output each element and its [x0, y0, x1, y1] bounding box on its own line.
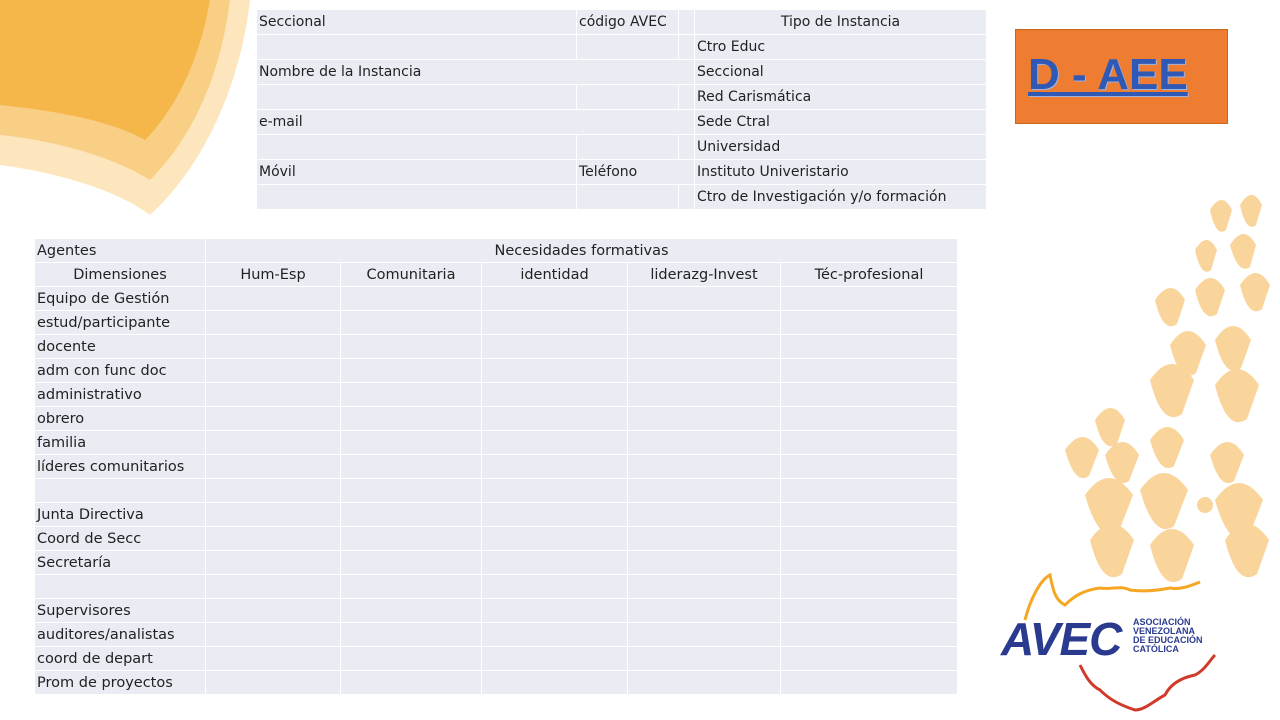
column-header: identidad [482, 263, 628, 287]
table-row [35, 527, 958, 551]
info-cell: Ctro de Investigación y/o formación [695, 185, 987, 210]
decorative-shapes [1065, 195, 1270, 582]
input-cell[interactable] [781, 503, 958, 527]
input-cell[interactable] [341, 551, 482, 575]
tagline-line: CATÓLICA [1133, 644, 1179, 654]
input-cell[interactable] [206, 503, 341, 527]
table-row [35, 311, 958, 335]
input-cell[interactable] [628, 575, 781, 599]
input-cell[interactable] [341, 455, 482, 479]
input-cell[interactable] [206, 311, 341, 335]
info-cell: Nombre de la Instancia [257, 60, 695, 85]
input-cell[interactable] [781, 287, 958, 311]
info-cell: Móvil [257, 160, 577, 185]
tagline-line: DE EDUCACIÓN [1133, 635, 1203, 645]
input-cell[interactable] [781, 359, 958, 383]
info-cell [257, 185, 577, 210]
input-cell[interactable] [482, 575, 628, 599]
input-cell[interactable] [341, 383, 482, 407]
input-cell[interactable] [781, 479, 958, 503]
agent-label: estud/participante [35, 311, 206, 335]
info-row [257, 35, 987, 60]
info-cell [679, 185, 695, 210]
input-cell[interactable] [628, 623, 781, 647]
tagline-line: ASOCIACIÓN [1133, 617, 1191, 627]
agent-label: administrativo [35, 383, 206, 407]
agent-label: Equipo de Gestión [35, 287, 206, 311]
info-cell [257, 135, 577, 160]
table-row [35, 335, 958, 359]
input-cell[interactable] [628, 479, 781, 503]
input-cell[interactable] [628, 359, 781, 383]
dimensions-label: Dimensiones [35, 263, 206, 287]
instance-info-table [256, 9, 987, 210]
needs-header: Necesidades formativas [206, 239, 958, 263]
input-cell[interactable] [482, 335, 628, 359]
input-cell[interactable] [206, 335, 341, 359]
table-row [35, 623, 958, 647]
input-cell[interactable] [206, 431, 341, 455]
input-cell[interactable] [482, 647, 628, 671]
agent-label: auditores/analistas [35, 623, 206, 647]
input-cell[interactable] [482, 383, 628, 407]
input-cell[interactable] [482, 671, 628, 695]
input-cell[interactable] [206, 383, 341, 407]
input-cell[interactable] [341, 359, 482, 383]
input-cell[interactable] [781, 431, 958, 455]
input-cell[interactable] [341, 647, 482, 671]
table-row [35, 359, 958, 383]
avec-logo [985, 560, 1255, 720]
input-cell[interactable] [206, 359, 341, 383]
input-cell[interactable] [628, 599, 781, 623]
column-header: Hum-Esp [206, 263, 341, 287]
input-cell[interactable] [482, 407, 628, 431]
input-cell[interactable] [781, 335, 958, 359]
info-row [257, 85, 987, 110]
input-cell[interactable] [628, 455, 781, 479]
agent-label: líderes comunitarios [35, 455, 206, 479]
input-cell[interactable] [206, 479, 341, 503]
input-cell[interactable] [628, 287, 781, 311]
input-cell[interactable] [628, 311, 781, 335]
input-cell[interactable] [482, 599, 628, 623]
info-cell [679, 85, 695, 110]
input-cell[interactable] [482, 287, 628, 311]
info-row [257, 135, 987, 160]
input-cell[interactable] [206, 599, 341, 623]
info-row [257, 185, 987, 210]
input-cell[interactable] [206, 407, 341, 431]
info-cell [679, 35, 695, 60]
document-code-badge [1015, 29, 1228, 124]
agents-header: Agentes [35, 239, 206, 263]
agent-label: docente [35, 335, 206, 359]
input-cell[interactable] [781, 599, 958, 623]
input-cell[interactable] [341, 311, 482, 335]
input-cell[interactable] [341, 503, 482, 527]
input-cell[interactable] [482, 479, 628, 503]
input-cell[interactable] [341, 575, 482, 599]
input-cell[interactable] [781, 551, 958, 575]
info-cell: código AVEC [577, 10, 679, 35]
input-cell[interactable] [781, 383, 958, 407]
table-row [35, 287, 958, 311]
input-cell[interactable] [482, 431, 628, 455]
input-cell[interactable] [781, 647, 958, 671]
input-cell[interactable] [482, 503, 628, 527]
info-row [257, 110, 987, 135]
info-cell [257, 85, 577, 110]
dimensions-row [35, 263, 958, 287]
info-cell: Sede Ctral [695, 110, 987, 135]
input-cell[interactable] [628, 431, 781, 455]
table-row [35, 671, 958, 695]
table-row [35, 479, 958, 503]
input-cell[interactable] [482, 359, 628, 383]
input-cell[interactable] [206, 575, 341, 599]
agent-label: Coord de Secc [35, 527, 206, 551]
agent-label: Junta Directiva [35, 503, 206, 527]
info-cell: e-mail [257, 110, 695, 135]
input-cell[interactable] [206, 455, 341, 479]
info-row [257, 160, 987, 185]
agent-label: Secretaría [35, 551, 206, 575]
input-cell[interactable] [781, 527, 958, 551]
info-cell [257, 35, 577, 60]
table-row [35, 431, 958, 455]
input-cell[interactable] [341, 599, 482, 623]
input-cell[interactable] [482, 623, 628, 647]
info-cell: Seccional [695, 60, 987, 85]
info-cell [679, 135, 695, 160]
input-cell[interactable] [341, 479, 482, 503]
input-cell[interactable] [206, 647, 341, 671]
logo-tagline [1133, 618, 1253, 654]
info-cell [577, 85, 679, 110]
info-cell [577, 185, 679, 210]
input-cell[interactable] [781, 407, 958, 431]
input-cell[interactable] [482, 551, 628, 575]
info-cell: Tipo de Instancia [695, 10, 987, 35]
agent-label: Prom de proyectos [35, 671, 206, 695]
input-cell[interactable] [781, 623, 958, 647]
info-cell: Ctro Educ [695, 35, 987, 60]
input-cell[interactable] [341, 407, 482, 431]
table-row [35, 503, 958, 527]
input-cell[interactable] [628, 527, 781, 551]
logo-wordmark: AVEC [1001, 613, 1122, 665]
input-cell[interactable] [341, 335, 482, 359]
input-cell[interactable] [628, 503, 781, 527]
input-cell[interactable] [341, 431, 482, 455]
input-cell[interactable] [628, 551, 781, 575]
input-cell[interactable] [482, 455, 628, 479]
input-cell[interactable] [341, 527, 482, 551]
table-row [35, 575, 958, 599]
agent-label: obrero [35, 407, 206, 431]
table-row [35, 455, 958, 479]
input-cell[interactable] [206, 287, 341, 311]
input-cell[interactable] [628, 671, 781, 695]
info-row [257, 60, 987, 85]
info-row [257, 10, 987, 35]
input-cell[interactable] [628, 335, 781, 359]
agent-label: adm con func doc [35, 359, 206, 383]
input-cell[interactable] [206, 527, 341, 551]
input-cell[interactable] [482, 527, 628, 551]
input-cell[interactable] [781, 575, 958, 599]
input-cell[interactable] [628, 407, 781, 431]
input-cell[interactable] [341, 623, 482, 647]
info-cell [577, 135, 679, 160]
info-cell: Seccional [257, 10, 577, 35]
table-row [35, 407, 958, 431]
table-row [35, 647, 958, 671]
column-header: Comunitaria [341, 263, 482, 287]
input-cell[interactable] [206, 623, 341, 647]
input-cell[interactable] [206, 551, 341, 575]
agent-label [35, 479, 206, 503]
info-cell: Universidad [695, 135, 987, 160]
input-cell[interactable] [781, 671, 958, 695]
input-cell[interactable] [628, 647, 781, 671]
input-cell[interactable] [781, 311, 958, 335]
input-cell[interactable] [341, 671, 482, 695]
input-cell[interactable] [341, 287, 482, 311]
agent-label: Supervisores [35, 599, 206, 623]
table-row [35, 599, 958, 623]
table-row [35, 383, 958, 407]
info-cell [577, 35, 679, 60]
input-cell[interactable] [482, 311, 628, 335]
table-row [35, 551, 958, 575]
info-cell: Teléfono [577, 160, 695, 185]
info-cell: Instituto Univeristario [695, 160, 987, 185]
training-needs-table [34, 238, 958, 695]
column-header: liderazg-Invest [628, 263, 781, 287]
info-cell [679, 10, 695, 35]
table-header-row [35, 239, 958, 263]
column-header: Téc-profesional [781, 263, 958, 287]
tagline-line: VENEZOLANA [1133, 626, 1196, 636]
agent-label [35, 575, 206, 599]
info-cell: Red Carismática [695, 85, 987, 110]
input-cell[interactable] [206, 671, 341, 695]
badge-label: D - AEE [1028, 50, 1188, 99]
input-cell[interactable] [781, 455, 958, 479]
agent-label: coord de depart [35, 647, 206, 671]
agent-label: familia [35, 431, 206, 455]
input-cell[interactable] [628, 383, 781, 407]
